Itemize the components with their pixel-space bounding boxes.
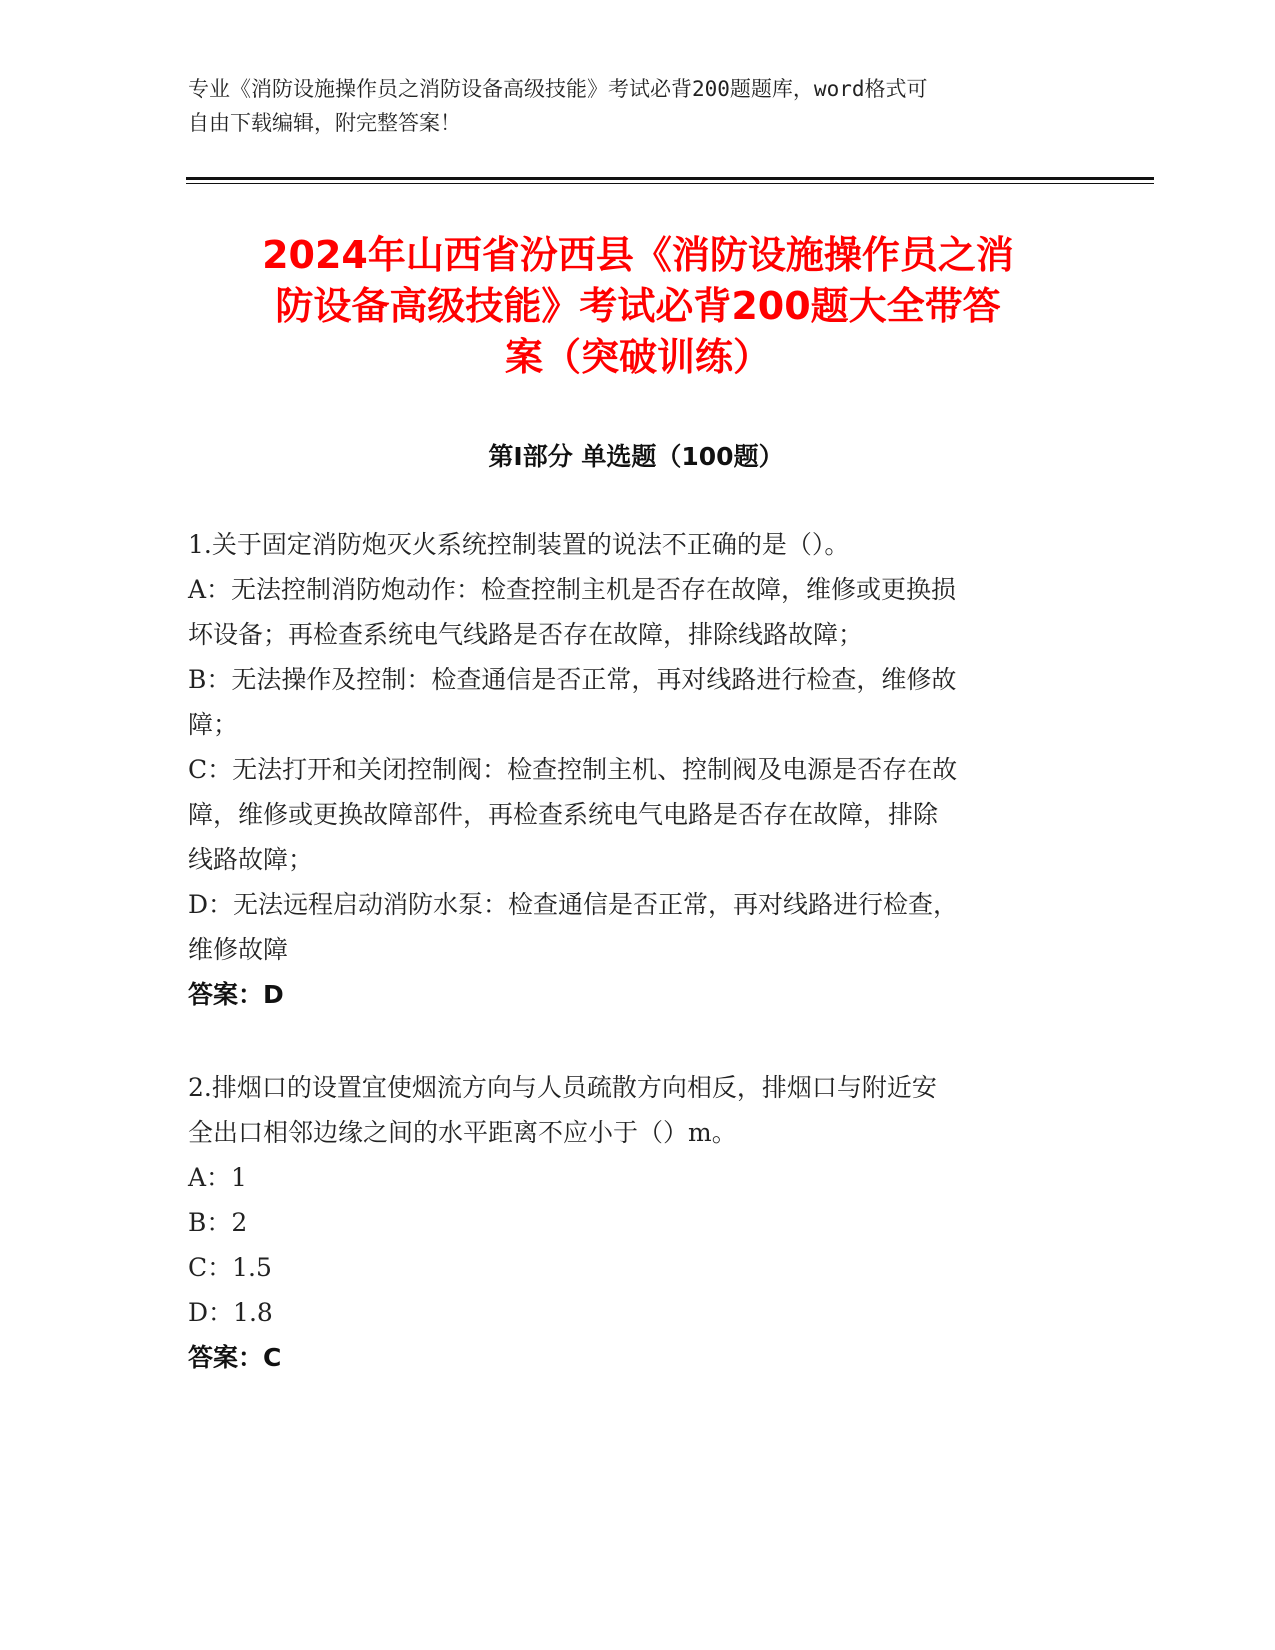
question-stem: 全出口相邻边缘之间的水平距离不应小于（）m。 — [188, 1118, 737, 1147]
option-a-line: A：无法控制消防炮动作：检查控制主机是否存在故障，维修或更换损 — [188, 575, 957, 604]
option-a-line: 坏设备；再检查系统电气线路是否存在故障，排除线路故障； — [188, 620, 864, 649]
title-line: 防设备高级技能》考试必背200题大全带答 — [275, 284, 1001, 328]
document-title — [176, 230, 1100, 383]
section-heading: 第I部分 单选题（100题） — [488, 442, 784, 471]
option-b-line: B：无法操作及控制：检查通信是否正常，再对线路进行检查，维修故 — [188, 665, 957, 694]
header-note — [188, 72, 1068, 140]
question-2 — [188, 1065, 1068, 1380]
answer-line: 答案：D — [188, 980, 284, 1009]
title-line: 2024年山西省汾西县《消防设施操作员之消 — [262, 233, 1014, 277]
option-d-line: D：1.8 — [188, 1298, 273, 1327]
option-c-line: 线路故障； — [188, 845, 314, 874]
header-divider-thin — [186, 183, 1154, 184]
question-stem: 2.排烟口的设置宜使烟流方向与人员疏散方向相反，排烟口与附近安 — [188, 1073, 937, 1102]
header-divider-thick — [186, 177, 1154, 180]
question-stem: 1.关于固定消防炮灭火系统控制装置的说法不正确的是（）。 — [188, 530, 850, 559]
option-d-line: 维修故障 — [188, 935, 289, 964]
option-c-line: C：无法打开和关闭控制阀：检查控制主机、控制阀及电源是否存在故 — [188, 755, 958, 784]
title-line: 案（突破训练） — [504, 335, 771, 379]
option-b-line: 障； — [188, 710, 239, 739]
answer-line: 答案：C — [188, 1343, 282, 1372]
header-note-line: 专业《消防设施操作员之消防设备高级技能》考试必背200题题库，word格式可 — [188, 77, 928, 101]
option-d-line: D：无法远程启动消防水泵：检查通信是否正常，再对线路进行检查， — [188, 890, 959, 919]
question-1 — [188, 522, 1068, 1017]
header-note-line: 自由下载编辑，附完整答案！ — [188, 111, 461, 135]
option-c-line: 障，维修或更换故障部件，再检查系统电气电路是否存在故障，排除 — [188, 800, 939, 829]
option-c-line: C：1.5 — [188, 1253, 272, 1282]
option-a-line: A：1 — [188, 1163, 247, 1192]
option-b-line: B：2 — [188, 1208, 248, 1237]
